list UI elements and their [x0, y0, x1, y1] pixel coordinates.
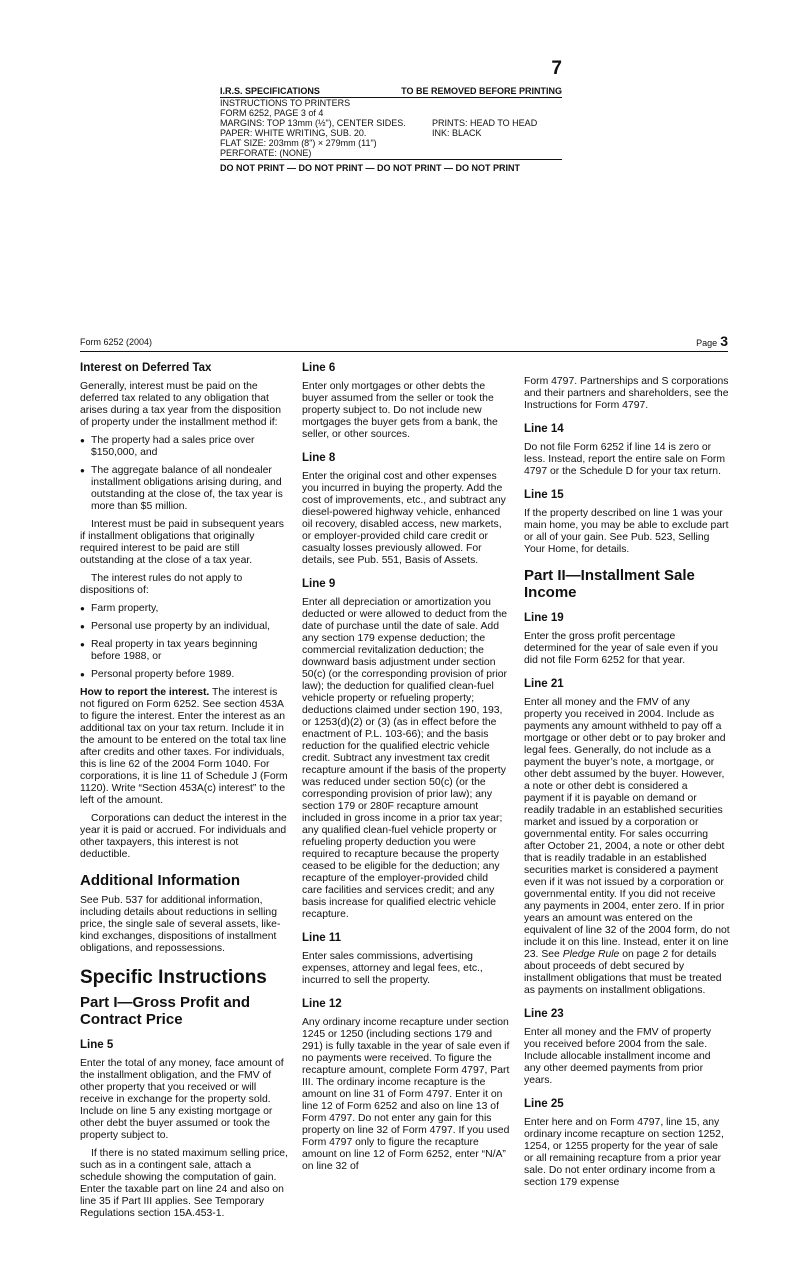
spec-title-right: TO BE REMOVED BEFORE PRINTING [401, 86, 562, 96]
spec-line: FLAT SIZE: 203mm (8") × 279mm (11") [220, 138, 377, 148]
bullet-item [80, 435, 288, 459]
paragraph: Corporations can deduct the interest in the year it is paid or accrued. For individuals and other taxpayers, this interest is not deductible. [80, 813, 287, 860]
paragraph: Enter the gross profit percentage determined for the year of sale even if you did not file Form 6252 for that year. [524, 631, 719, 666]
paragraph: Enter sales commissions, advertising expenses, attorney and legal fees, etc., incurred to sell the property. [302, 951, 483, 986]
spec-ink: INK: BLACK [432, 128, 482, 138]
spec-header [220, 86, 562, 98]
heading-part-2: Part II—Installment Sale Income [524, 567, 695, 601]
spec-line: FORM 6252, PAGE 3 of 4 [220, 108, 324, 118]
paragraph: If the property described on line 1 was your main home, you may be able to exclude part or all of your gain. See Pub. 523, Selling Your Home, for details. [524, 508, 729, 555]
paragraph-text: The interest is not figured on Form 6252. See section 453A to figure the interest. Enter the interest as an additional tax on your tax return. Include it in the amount to be entered on the total tax line after credits and other taxes. For individuals, this is line 62 of the 2004 Form 1040. For corporations, it is line 11 of Schedule J (Form 1120). Write “Section 453A(c) interest” to the left of the amount. [80, 687, 288, 806]
heading-interest-deferred-tax: Interest on Deferred Tax [80, 362, 212, 374]
paragraph: Enter the total of any money, face amount of the installment obligation, and the FMV of other property that you received or will receive in exchange for the property sold. Include on line 5 any existing mortgage or other debt the buyer assumed or took the property subject to. [80, 1058, 284, 1141]
heading-part-1: Part I—Gross Profit and Contract Price [80, 994, 251, 1028]
heading-line-23: Line 23 [524, 1008, 564, 1020]
bullet-text: Personal property before 1989. [91, 669, 235, 680]
heading-line-5: Line 5 [80, 1039, 114, 1051]
paragraph: Do not file Form 6252 if line 14 is zero or less. Instead, report the entire sale on Form 4797 or the Schedule D for your tax return. [524, 442, 725, 477]
spec-footer: DO NOT PRINT — DO NOT PRINT — DO NOT PRINT — DO NOT PRINT [220, 159, 562, 173]
spec-page-number: 7 [551, 58, 562, 79]
paragraph: Enter all money and the FMV of property you received before 2004 from the sale. Include allocable installment income and any other deemed payments from prior years. [524, 1027, 712, 1086]
spec-line: INSTRUCTIONS TO PRINTERS [220, 98, 351, 108]
spec-row [220, 128, 562, 138]
running-head [80, 333, 728, 349]
heading-line-19: Line 19 [524, 612, 564, 624]
paragraph-line-21 [524, 697, 730, 997]
form-label: Form 6252 (2004) [80, 337, 153, 347]
paragraph: The interest rules do not apply to dispositions of: [80, 573, 243, 596]
heading-line-8: Line 8 [302, 452, 336, 464]
paragraph: Enter here and on Form 4797, line 15, any ordinary income recapture on section 1252, 1254, or 1255 property for the year of sale or all remaining recapture from a prior year sale. Do not enter ordinary income from a section 179 expense [524, 1117, 724, 1188]
paragraph: Any ordinary income recapture under section 1245 or 1250 (including sections 179 and 291) is fully taxable in the year of sale even if no payments were received. To figure the recapture amount, complete Form 4797, Part III. The ordinary income recapture is the amount on line 31 of Form 4797. Enter it on line 12 of Form 6252 and also on line 13 of Form 4797. Do not enter any gain for this property on line 32 of Form 4797. If you used Form 4797 only to figure the recapture amount on line 12 of Form 6252, enter “N/A” on line 32 of [302, 1017, 510, 1172]
italic-term: Pledge Rule [562, 949, 620, 960]
paragraph: Enter only mortgages or other debts the buyer assumed from the seller or took the property subject to. Do not include new mortgages the buyer gets from a bank, the seller, or other sources. [302, 381, 498, 440]
heading-line-12: Line 12 [302, 998, 342, 1010]
heading-line-9: Line 9 [302, 578, 336, 590]
bullet-text: The aggregate balance of all nondealer installment obligations arising during, and outstanding at the close of, the tax year is more than $5 million. [91, 465, 283, 512]
heading-line-14: Line 14 [524, 423, 564, 435]
header-rule [80, 351, 728, 352]
page-label [696, 333, 728, 349]
column-2 [302, 362, 510, 1179]
heading-line-6: Line 6 [302, 362, 336, 374]
heading-additional-information: Additional Information [80, 872, 240, 889]
bullet-item [80, 639, 288, 663]
heading-line-15: Line 15 [524, 489, 564, 501]
paragraph: If there is no stated maximum selling price, such as in a contingent sale, attach a schedule showing the computation of gain. Enter the taxable part on line 24 and also on line 35 if Part III applies. See Temporary Regulations section 15A.453-1. [80, 1148, 288, 1219]
spec-title-left: I.R.S. SPECIFICATIONS [220, 86, 320, 96]
page-number: 3 [720, 333, 728, 349]
bullet-text: The property had a sales price over $150,000, and [91, 435, 255, 458]
bullet-text: Personal use property by an individual, [91, 621, 271, 632]
heading-line-21: Line 21 [524, 678, 564, 690]
paragraph-continued: Form 4797. Partnerships and S corporations and their partners and shareholders, see the Instructions for Form 4797. [524, 376, 729, 411]
heading-line-11: Line 11 [302, 932, 341, 944]
spec-margins: MARGINS: TOP 13mm (½"), CENTER SIDES. [220, 118, 406, 128]
paragraph: Enter the original cost and other expenses you incurred in buying the property. Add the cost of improvements, etc., and subtract any diesel-powered highway vehicle, enhanced oil recovery, disabled access, new markets, or employer-provided child care credit or casualty losses previously allowed. For details, see Pub. 551, Basis of Assets. [302, 471, 506, 566]
spec-paper: PAPER: WHITE WRITING, SUB. 20. [220, 128, 367, 138]
paragraph: Interest must be paid in subsequent years if installment obligations that originally required interest to be paid are still outstanding at the close of a tax year. [80, 519, 284, 566]
paragraph-text: Enter all money and the FMV of any property you received in 2004. Include as payments any amount withheld to pay off a mortgage or other debt or to pay broker and legal fees. Generally, do not include as a payment the buyer’s note, a mortgage, or other debt assumed by the buyer. However, a note or other debt is considered a payment if it is payable on demand or readily tradable in an established securities market and issued by a corporation or governmental entity. For sales occurring after October 21, 2004, a note or other debt that is readily tradable in an established securities market is considered a payment even if it was not issued by a corporation or governmental entity. If you did not receive any payments in 2004, enter zero. If in prior years an amount was entered on the equivalent of line 32 of the 2004 form, do not include it on this line. Instead, enter it on line 23. See [524, 697, 730, 960]
page-label-text: Page [696, 338, 718, 348]
paragraph-text: on page 2 for details about proceeds of debt secured by installment obligations that must be treated as payments on installment obligations. [524, 949, 722, 996]
heading-line-25: Line 25 [524, 1098, 564, 1110]
run-in-heading: How to report the interest. [80, 687, 210, 698]
heading-specific-instructions: Specific Instructions [80, 967, 267, 988]
spec-line: PERFORATE: (NONE) [220, 148, 312, 158]
paragraph-how-to-report [80, 687, 288, 807]
column-1 [80, 362, 288, 1226]
bullet-text: Farm property, [91, 603, 159, 614]
spec-prints: PRINTS: HEAD TO HEAD [432, 118, 538, 128]
paragraph: See Pub. 537 for additional information, including details about reductions in selling price, the single sale of several assets, like-kind exchanges, dispositions of installment obligations, and repossessions. [80, 895, 281, 954]
bullet-item [80, 465, 288, 513]
bullet-item [80, 621, 288, 633]
paragraph: Enter all depreciation or amortization you deducted or were allowed to deduct from the date of purchase until the date of sale. Add any section 179 expense deduction; the commercial revitalization deduction; the downward basis adjustment under section 50(c) (or the corresponding provision of prior law); the deduction for qualified clean-fuel vehicle property or refueling property; deductions claimed under section 190, 193, or 1253(d)(2) or (3) (as in effect before the enactment of P.L. 103-66); and the basis reduction for the qualified electric vehicle credit. Subtract any investment tax credit recapture amount if the basis of the property was reduced under section 50(c) (or the corresponding provision of prior law); any section 179 or 280F recapture amount included in gross income in a prior tax year; any qualified clean-fuel vehicle property or refueling property deduction you were required to recapture because the property ceased to be eligible for the deduction; any recapture of the employer-provided child care facilities and services credit; and any basis increase for qualified electric vehicle recapture. [302, 597, 508, 920]
bullet-item [80, 669, 288, 681]
spec-row [220, 118, 562, 128]
bullet-item [80, 603, 288, 615]
paragraph: Generally, interest must be paid on the deferred tax related to any obligation that arises during a tax year from the disposition of property under the installment method if: [80, 381, 281, 428]
bullet-text: Real property in tax years beginning before 1988, or [91, 639, 258, 662]
column-3 [524, 362, 730, 1195]
printer-spec-block [220, 58, 562, 173]
